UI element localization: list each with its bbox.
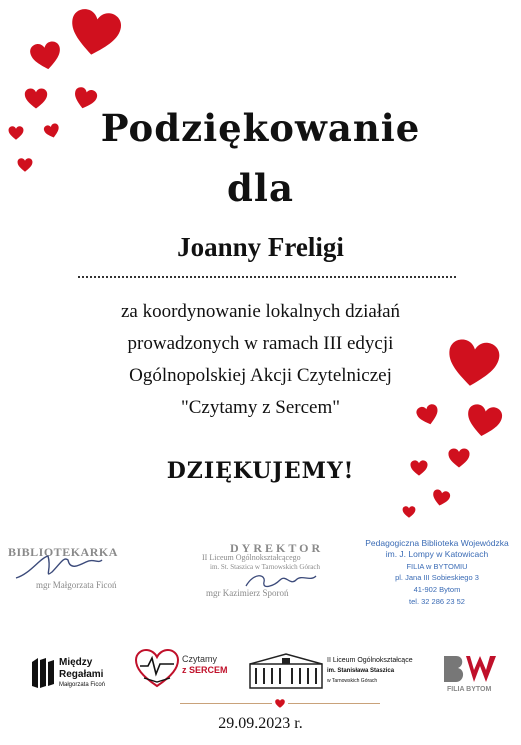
filia-bytom-logo-icon — [442, 654, 498, 684]
heart-icon — [64, 6, 125, 61]
miedzy-regalami-logo-icon — [30, 656, 56, 690]
thanks-text: DZIĘKUJEMY! — [166, 458, 355, 484]
director-name: mgr Kazimierz Sporoń — [206, 588, 289, 598]
logo-text: im. Stanisława Staszica — [327, 668, 395, 674]
logo-text: Regałami — [59, 669, 104, 680]
library-stamp-line: tel. 32 286 23 52 — [409, 597, 465, 606]
director-school-location: im. St. Staszica w Tarnowskich Górach — [210, 563, 320, 571]
dotted-divider — [78, 276, 456, 278]
page-title: Podziękowanie — [100, 106, 421, 150]
logo-text: Między — [59, 657, 93, 668]
librarian-title: BIBLIOTEKARKA — [8, 545, 118, 559]
library-stamp-line: im. J. Lompy w Katowicach — [385, 549, 489, 559]
logo-text: z SERCEM — [182, 665, 228, 675]
date: 29.09.2023 r. — [218, 715, 303, 732]
logo-text: II Liceum Ogólnokształcące — [327, 657, 413, 664]
director-title: DYREKTOR — [230, 541, 324, 555]
library-stamp-line: 41-902 Bytom — [413, 585, 461, 594]
library-stamp-line: FILIA w BYTOMIU — [406, 562, 468, 571]
body-line: "Czytamy z Sercem" — [180, 397, 340, 418]
heart-icon — [275, 699, 285, 708]
school-building-icon — [248, 650, 324, 690]
director-school: II Liceum Ogólnokształcącego — [202, 553, 301, 562]
library-stamp-line: Pedagogiczna Biblioteka Wojewódzka — [365, 538, 509, 548]
heart-icon — [402, 506, 416, 518]
body-line: prowadzonych w ramach III edycji — [127, 333, 394, 354]
page-subtitle: dla — [227, 166, 294, 210]
librarian-name: mgr Małgorzata Ficoń — [36, 580, 117, 590]
logo-text: Małgorzata Ficoń — [59, 682, 106, 688]
heart-icon — [28, 39, 64, 72]
body-line: Ogólnopolskiej Akcji Czytelniczej — [129, 365, 392, 386]
logo-text: FILIA BYTOM — [447, 686, 492, 693]
body-line: za koordynowanie lokalnych działań — [120, 301, 401, 322]
divider-left — [180, 703, 272, 704]
logo-text: Czytamy — [182, 654, 218, 664]
heart-icon — [431, 488, 452, 507]
divider-right — [288, 703, 380, 704]
book-heart-icon — [134, 648, 180, 690]
logo-text: w Tarnowskich Górach — [327, 678, 378, 684]
library-stamp-line: pl. Jana III Sobieskiego 3 — [395, 573, 479, 582]
recipient-name: Joanny Freligi — [177, 232, 344, 262]
